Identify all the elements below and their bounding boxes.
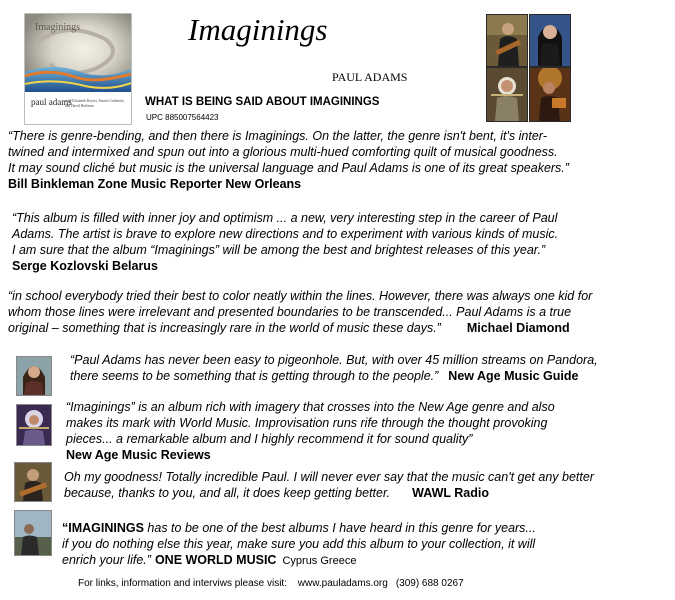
review-2-quote bbox=[12, 210, 558, 274]
review-6-attribution: WAWL Radio bbox=[412, 486, 490, 500]
review-1-line-3: It may sound cliché but music is the universal language and Paul Adams is one of its great speakers.” bbox=[8, 161, 569, 175]
review-4-line-1: “Paul Adams has never been easy to pigeonhole. But, with over 45 million streams on Pandora, bbox=[70, 353, 598, 367]
review-1-line-1: “There is genre-bending, and then there is Imaginings. On the latter, the genre isn't bent, it's inter- bbox=[8, 129, 547, 143]
reviewer-photo-flutist bbox=[16, 404, 52, 446]
review-1-quote bbox=[8, 128, 569, 192]
collage-photo-performer bbox=[529, 67, 571, 122]
review-6-line-1: Oh my goodness! Totally incredible Paul. I will never ever say that the music can't get any better bbox=[64, 470, 594, 484]
review-3-line-2: whom those lines were irrelevant and presented boundaries to be transcended... Paul Adams is a true bbox=[8, 305, 572, 319]
review-4-attribution: New Age Music Guide bbox=[448, 369, 579, 383]
review-6-quote bbox=[64, 469, 594, 501]
reviewer-photo-woman bbox=[16, 356, 52, 396]
review-2-line-3: I am sure that the album “Imaginings” will be among the best and brightest releases of this year.” bbox=[12, 243, 546, 257]
review-7-quote bbox=[62, 520, 536, 569]
upc-code: UPC 885007564423 bbox=[146, 113, 219, 122]
cover-credits: with Elizabeth Keyser, Frazier Catliendo, and David Hoffman bbox=[65, 99, 125, 108]
review-7-attribution: ONE WORLD MUSIC bbox=[154, 553, 277, 567]
review-7-line-2: if you do nothing else this year, make sure you add this album to your collection, it will bbox=[62, 537, 536, 551]
review-5-attribution: New Age Music Reviews bbox=[66, 448, 211, 462]
review-2-attribution: Serge Kozlovski Belarus bbox=[12, 259, 158, 273]
review-5-line-1: “Imaginings” is an album rich with imagery that crosses into the New Age genre and also bbox=[66, 400, 555, 414]
page-title: Imaginings bbox=[188, 12, 328, 47]
cover-artist: paul adams bbox=[31, 97, 72, 107]
review-5-line-3: pieces... a remarkable album and I highly recommend it for sound quality” bbox=[66, 432, 473, 446]
cover-title: Imaginings bbox=[35, 22, 80, 33]
reviewer-photo-landscape bbox=[14, 510, 52, 556]
review-3-attribution: Michael Diamond bbox=[466, 321, 570, 335]
album-cover bbox=[24, 13, 132, 125]
collage-photo-singer bbox=[529, 14, 571, 67]
review-5-quote bbox=[66, 399, 555, 463]
review-5-line-2: makes its mark with World Music. Improvisation runs rife through the thought provoking bbox=[66, 416, 548, 430]
review-3-line-3: original – something that is increasingly rare in the world of music these days.” bbox=[8, 321, 441, 335]
review-4-quote bbox=[70, 352, 598, 384]
reviewer-photo-guitarist bbox=[14, 462, 52, 502]
collage-photo-flutist bbox=[486, 67, 528, 122]
review-3-quote bbox=[8, 288, 592, 336]
review-7-line-3: enrich your life.” bbox=[62, 553, 151, 567]
review-7-location: Cyprus Greece bbox=[282, 555, 357, 567]
footer-text: For links, information and interviws please visit: bbox=[78, 578, 287, 589]
collage-photo-guitarist bbox=[486, 14, 528, 67]
section-headline: WHAT IS BEING SAID ABOUT IMAGININGS bbox=[145, 96, 380, 108]
review-1-line-2: twined and intermixed and spun out into a glorious multi-hued comforting quilt of musical goodness. bbox=[8, 145, 558, 159]
review-4-line-2: there seems to be something that is getting through to the people.” bbox=[70, 369, 439, 383]
footer-phone: (309) 688 0267 bbox=[395, 578, 464, 589]
review-2-line-2: Adams. The artist is brave to explore new directions and to experiment with various kinds of music. bbox=[12, 227, 559, 241]
review-7-line-1: has to be one of the best albums I have heard in this genre for years... bbox=[143, 521, 536, 535]
footer bbox=[78, 578, 472, 589]
footer-website[interactable]: www.pauladams.org bbox=[297, 578, 388, 589]
review-1-attribution: Bill Binkleman Zone Music Reporter New Orleans bbox=[8, 177, 302, 191]
review-6-line-2: because, thanks to you, and all, it does keep getting better. bbox=[64, 486, 391, 500]
artist-name: PAUL ADAMS bbox=[332, 70, 408, 84]
review-2-line-1: “This album is filled with inner joy and optimism ... a new, very interesting step in the career of Paul bbox=[12, 211, 558, 225]
review-7-lead: “IMAGININGS bbox=[62, 521, 144, 535]
review-3-line-1: “in school everybody tried their best to color neatly within the lines. However, there was always one kid for bbox=[8, 289, 593, 303]
